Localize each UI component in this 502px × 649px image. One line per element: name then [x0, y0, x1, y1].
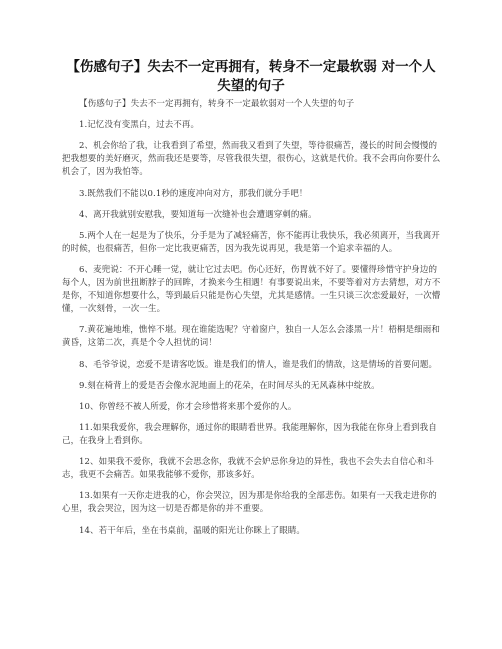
paragraph-3: 3.既然我们不能以0.1秒的速度冲向对方，那我们就分手吧！ — [79, 188, 308, 199]
paragraph-12: 12、如果我不爱你，我就不会思念你，我就不会妒忌你身边的异性，我也不会失去自信心和斗志，我更不会痛苦。如果我能够不爱你，那该多好。 — [62, 457, 435, 481]
paragraph-1: 1.记忆没有变黑白，过去不再。 — [79, 120, 200, 131]
paragraph-11: 11.如果我爱你，我会理解你，通过你的眼睛看世界。我能理解你，因为我能在你身上看到我自己，在我身上看到你。 — [62, 423, 437, 447]
paragraph-intro: 【伤感句子】失去不一定再拥有，转身不一定最软弱对一个人失望的句子 — [79, 99, 355, 109]
document-title: 【伤感句子】失去不一定再拥有，转身不一定最软弱 对一个人失望的句子 — [66, 59, 436, 94]
paragraph-5: 5.两个人在一起是为了快乐，分手是为了减轻痛苦，你不能再让我快乐，我必须离开，当我离开的时候，也很痛苦，但你一定比我更痛苦，因为我先说再见，我是第一个追求幸福的人。 — [62, 230, 440, 254]
paragraph-10: 10、你曾经不被人所爱，你才会珍惜将来那个爱你的人。 — [79, 401, 297, 412]
document-body — [62, 98, 442, 546]
paragraph-9: 9.刻在椅背上的爱是否会像水泥地面上的花朵，在时间尽头的无风森林中绽放。 — [79, 380, 380, 391]
paragraph-8: 8、毛爷爷说，恋爱不是请客吃饭。谁是我们的情人，谁是我们的情敌，这是情场的首要问题。 — [79, 359, 438, 370]
paragraph-6: 6、麦兜说：不开心睡一觉，就让它过去吧。伤心还好，伤胃就不好了。要懂得珍惜守护身边的每个人，因为前世扭断脖子的回眸，才换来今生相遇！有事要说出来，不要等着对方去猜想，对方不是你，不知道你想要什么，等到最后只能是伤心失望，尤其是感情。一生只谈三次恋爱最好，一次懵懂，一次刻骨，一次一生。 — [62, 265, 441, 315]
paragraph-2: 2、机会你给了我，让我看到了希望，然而我又看到了失望，等待很痛苦，漫长的时间会慢慢的把我想要的美好磨灭，然而我还是要等，尽管我很失望，很伤心，这就是代价。我不会再向你要什么机会了，因为我怕等。 — [62, 141, 441, 178]
paragraph-13: 13.如果有一天你走进我的心，你会哭泣，因为那是你给我的全部悲伤。如果有一天我走进你的心里，我会哭泣，因为这一切是否都是你的并不重要。 — [62, 491, 437, 515]
paragraph-4: 4、离开我就别安慰我，要知道每一次缝补也会遭遇穿刺的痛。 — [79, 209, 317, 220]
paragraph-7: 7.黄花遍地堆，憔悴不堪。现在谁能选呢？守着窗户，独自一人怎么会漆黑一片！梧桐是细雨和黄昏，这第二次，真是个令人担忧的词！ — [62, 325, 440, 349]
paragraph-14: 14、若干年后，坐在书桌前，温暖的阳光让你眯上了眼睛。 — [79, 525, 306, 536]
